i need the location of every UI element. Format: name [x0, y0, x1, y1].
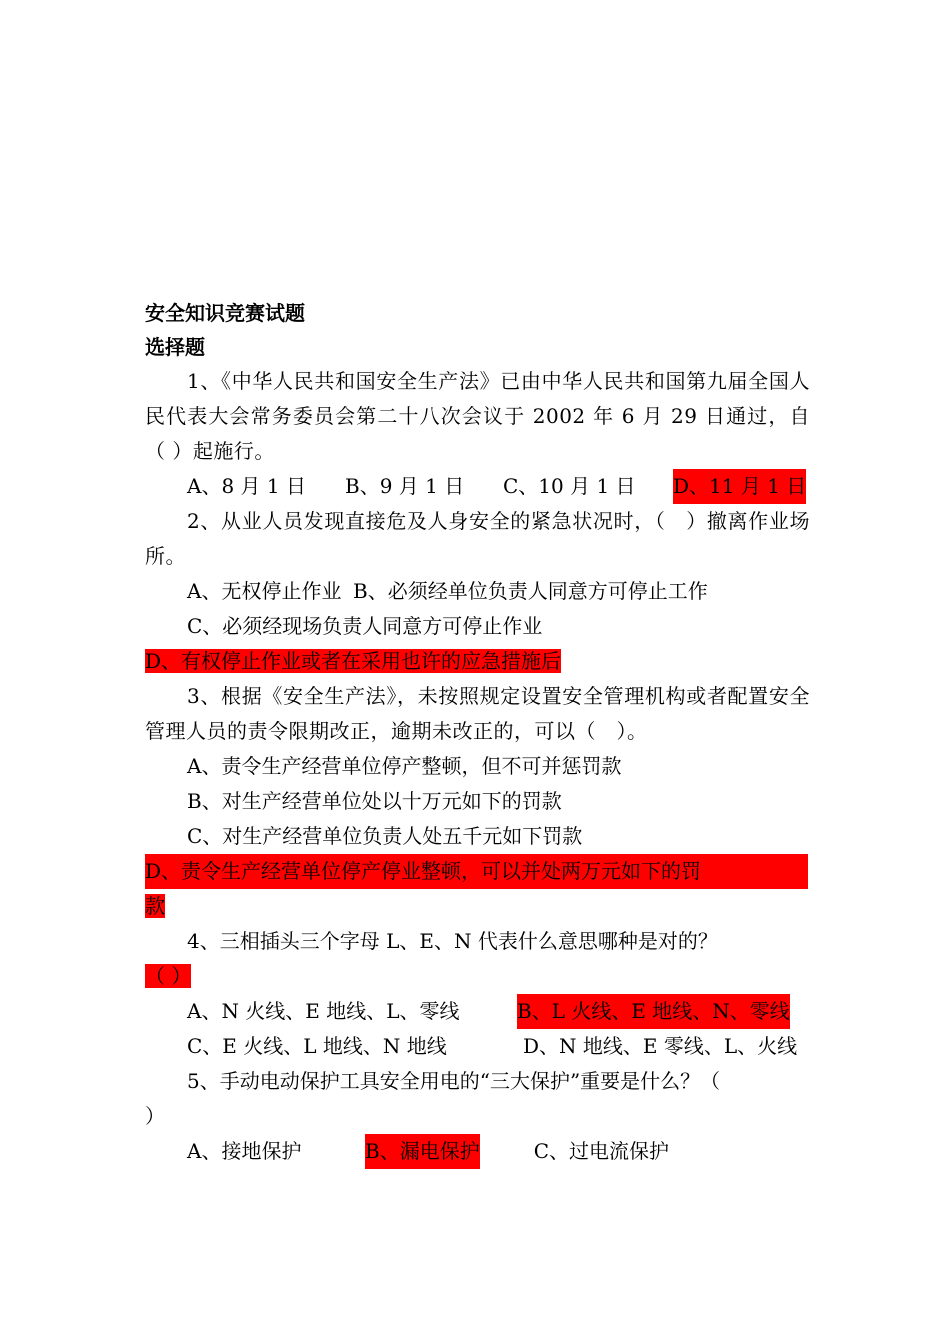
q2-option-a: A、无权停止作业: [187, 579, 342, 603]
q2-option-d-row: [145, 644, 810, 679]
q3-option-d-answer-cont: 款: [145, 894, 165, 918]
q4-option-c: C、E 火线、L 地线、N 地线: [187, 1034, 447, 1058]
question-4-blank-row: [145, 959, 810, 994]
q1-option-b: B、9 月 1 日: [345, 474, 465, 498]
question-5-stem: 5、手动电动保护工具安全用电的“三大保护”重要是什么？（: [187, 1069, 721, 1093]
q4-answer-blank: （ ）: [145, 964, 192, 988]
q4-option-b-answer: B、L 火线、E 地线、N、零线: [517, 994, 790, 1029]
section-heading: 选择题: [145, 335, 205, 359]
q3-option-d-row2: [145, 889, 810, 924]
question-5-options: [145, 1134, 810, 1169]
q3-option-a: A、责令生产经营单位停产整顿，但不可并惩罚款: [187, 754, 622, 778]
question-2-stem: 2、从业人员发现直接危及人身安全的紧急状况时，（ ）撤离作业场所。: [145, 509, 810, 568]
q2-option-c: C、必须经现场负责人同意方可停止作业: [187, 614, 543, 638]
question-1-options: [145, 469, 810, 504]
question-5-stem-cont: ）: [145, 1104, 165, 1128]
question-3-stem: 3、根据《安全生产法》，未按照规定设置安全管理机构或者配置安全管理人员的责令限期改正，逾期未改正的，可以（ ）。: [145, 684, 810, 743]
question-4-options-ab: [145, 994, 810, 1029]
q3-option-c: C、对生产经营单位负责人处五千元如下罚款: [187, 824, 583, 848]
q4-option-a: A、N 火线、E 地线、L、零线: [187, 999, 460, 1023]
document-title: 安全知识竞赛试题: [145, 301, 305, 325]
q2-option-b: B、必须经单位负责人同意方可停止工作: [353, 579, 708, 603]
q2-option-d-answer: D、有权停止作业或者在采用也许的应急措施后: [145, 649, 562, 673]
document-content: [145, 296, 810, 1169]
q3-option-b: B、对生产经营单位处以十万元如下的罚款: [187, 789, 562, 813]
q5-option-b-answer: B、漏电保护: [365, 1134, 480, 1169]
question-4-stem: 4、三相插头三个字母 L、E、N 代表什么意思哪种是对的？: [187, 929, 718, 953]
question-4-options-cd: [145, 1029, 810, 1064]
q3-option-d-answer: D、责令生产经营单位停产停业整顿，可以并处两万元如下的罚: [145, 854, 808, 889]
question-2-options-ab: [145, 574, 810, 609]
q1-option-a: A、8 月 1 日: [187, 474, 306, 498]
q4-option-d: D、N 地线、E 零线、L、火线: [523, 1034, 798, 1058]
question-1-stem: 1、《中华人民共和国安全生产法》已由中华人民共和国第九届全国人民代表大会常务委员会第二十八次会议于 2002 年 6 月 29 日通过，自（ ）起施行。: [145, 369, 810, 463]
q5-option-a: A、接地保护: [187, 1139, 302, 1163]
q1-option-d-answer: D、11 月 1 日: [673, 469, 806, 504]
q3-option-d-row1: [145, 854, 810, 889]
q1-option-c: C、10 月 1 日: [503, 474, 636, 498]
q5-option-c: C、过电流保护: [533, 1139, 670, 1163]
